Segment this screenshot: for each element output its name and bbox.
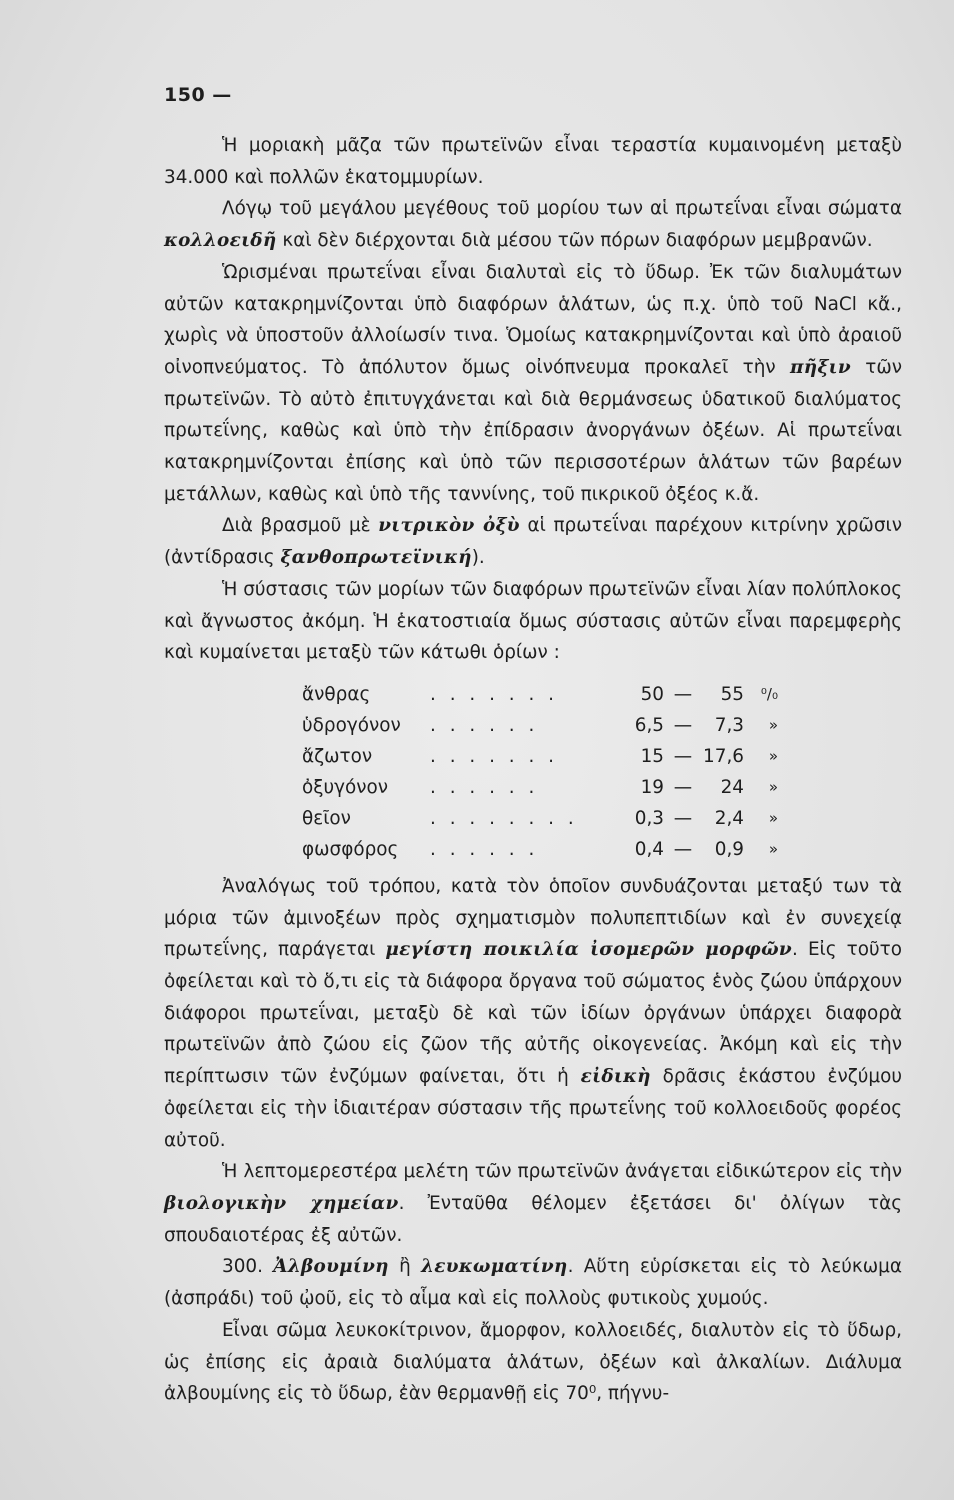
leader-dots: . . . . . . [430,776,539,798]
text-run: Ἀναλόγως τοῦ τρόπου, κατὰ τὸν ὁποῖον συνδυάζονται μεταξύ των τὰ μόρια τῶν ἀμινοξέων πρὸς σχηματισμὸν πολυπεπτιδίων καὶ ἐν συνεχείᾳ πρωτεΐνης, παράγεται [164,875,902,961]
emphasis-text: Ἀλβουμίνη [273,1256,389,1278]
table-row [302,772,778,803]
page-number: 150 — [164,84,232,106]
high-value: 17,6 [703,745,744,767]
body-text [164,130,902,1410]
emphasis-text: πῆξιν [790,356,851,378]
text-run: Ἡ λεπτομερεστέρα μελέτη τῶν πρωτεϊνῶν ἀνάγεται εἰδικώτερον εἰς τὴν [222,1161,902,1183]
unit-mark: » [768,839,778,858]
text-run: Ἡ σύστασις τῶν μορίων τῶν διαφόρων πρωτεϊνῶν εἶναι λίαν πολύπλοκος καὶ ἄγνωστος ἀκόμη. Ἡ ἑκατοστιαία ὅμως σύστασις αὐτῶν εἶναι παρεμφερὴς καὶ κυμαίνεται μεταξὺ τῶν κάτωθι ὁρίων : [164,578,902,664]
range-dash: — [673,745,693,767]
paragraph [164,1156,902,1251]
paragraph [164,510,902,573]
range-dash: — [673,683,693,705]
range-dash: — [673,807,693,829]
text-run: τῶν πρωτεϊνῶν. Τὸ αὐτὸ ἐπιτυγχάνεται καὶ διὰ θερμάνσεως ὑδατικοῦ διαλύματος πρωτεΐνης, καθὼς καὶ ὑπὸ τὴν ἐπίδρασιν ἀνοργάνων ὀξέων. Αἱ πρωτεΐναι κατακρημνίζονται ἐπίσης καὶ ὑπὸ τῶν περισσοτέρων ἁλάτων τῶν βαρέων μετάλλων, καθὼς καὶ ὑπὸ τῆς ταννίνης, τοῦ πικρικοῦ ὀξέος κ.ἄ. [164,356,903,505]
composition-table [302,679,778,865]
table-row [302,710,778,741]
text-run: αἱ πρωτεΐναι παρέχουν κιτρίνην χρῶσιν (ἀντίδρασις [164,515,902,569]
element-name: ἄζωτον [302,745,373,767]
low-value: 6,5 [634,714,664,736]
paragraph [164,257,902,511]
table-row [302,834,778,865]
paragraphs-bottom [164,871,902,1410]
low-value: 0,4 [634,838,664,860]
range-dash: — [673,714,693,736]
unit-mark: » [768,808,778,827]
leader-dots: . . . . . . [430,714,539,736]
emphasis-text: κολλοειδῆ [164,230,277,252]
text-run: δρᾶσις ἑκάστου ἐνζύμου ὀφείλεται εἰς τὴν ἰδιαιτέραν σύστασιν τῆς πρωτεΐνης τοῦ κολλοειδοῦς φορέος αὐτοῦ. [164,1066,902,1151]
element-name: φωσφόρος [302,838,399,860]
text-run: Ἡ μοριακὴ μᾶζα τῶν πρωτεϊνῶν εἶναι τεραστία κυμαινομένη μεταξὺ 34.000 καὶ πολλῶν ἑκατομμυρίων. [164,135,902,188]
paragraph [164,574,902,669]
low-value: 15 [640,745,664,767]
text-run: . Ἐνταῦθα θέλομεν ἐξετάσει δι' ὀλίγων τὰς σπουδαιοτέρας ἐξ αὐτῶν. [164,1192,902,1246]
unit-mark: » [768,715,778,734]
text-run: . Αὕτη εὑρίσκεται εἰς τὸ λεύκωμα (ἀσπράδι) τοῦ ᾠοῦ, εἰς τὸ αἷμα καὶ εἰς πολλοὺς φυτικοὺς χυμούς. [164,1256,902,1310]
leader-dots: . . . . . . . [430,745,558,767]
emphasis-text: λευκωματίνη [421,1256,568,1278]
paragraph [164,871,902,1156]
high-value: 55 [720,683,744,705]
low-value: 19 [640,776,664,798]
unit-mark: » [768,777,778,796]
table-row [302,679,778,710]
leader-dots: . . . . . . . . [430,807,578,829]
element-name: θεῖον [302,807,351,829]
paragraphs-top [164,130,902,669]
paragraph [164,1315,902,1410]
emphasis-text: μεγίστη ποικιλία ἰσομερῶν μορφῶν [385,939,792,961]
unit-mark: ⁰/₀ [760,684,778,703]
low-value: 50 [640,683,664,705]
table-row [302,803,778,834]
emphasis-text: εἰδικὴ [580,1066,651,1088]
range-dash: — [673,776,693,798]
emphasis-text: ξανθοπρωτεϊνική [280,547,472,569]
text-run: 300. [222,1256,274,1278]
text-run: . Εἰς τοῦτο ὀφείλεται καὶ τὸ ὅ,τι εἰς τὰ διάφορα ὄργανα τοῦ σώματος ἑνὸς ζώου ὑπάρχουν διάφοροι πρωτεΐναι, μεταξὺ δὲ καὶ τῶν ἰδίων ὀργάνων ὑπάρχει διαφορὰ πρωτεϊνῶν ἀπὸ ζώου εἰς ζῶον τῆς αὐτῆς οἰκογενείας. Ἀκόμη καὶ εἰς τὴν περίπτωσιν τῶν ἐνζύμων φαίνεται, ὅτι ἡ [164,939,902,1088]
emphasis-text: βιολογικὴν χημείαν [164,1192,399,1214]
low-value: 0,3 [634,807,664,829]
element-name: ἄνθρας [302,683,371,705]
unit-mark: » [768,746,778,765]
table-row [302,741,778,772]
text-run: Διὰ βρασμοῦ μὲ [222,515,379,537]
high-value: 2,4 [714,807,744,829]
element-name: ὀξυγόνον [302,776,389,798]
text-run: Εἶναι σῶμα λευκοκίτρινον, ἄμορφον, κολλοειδές, διαλυτὸν εἰς τὸ ὕδωρ, ὡς ἐπίσης εἰς ἀραιὰ διαλύματα ἁλάτων, ὀξέων καὶ ἀλκαλίων. Διάλυμα ἀλβουμίνης εἰς τὸ ὕδωρ, ἐὰν θερμανθῇ εἰς 70⁰, πήγνυ- [164,1319,902,1405]
element-name: ὑδρογόνον [302,714,401,736]
text-run: ἢ [388,1256,422,1278]
text-run: καὶ δὲν διέρχονται διὰ μέσου τῶν πόρων διαφόρων μεμβρανῶν. [276,230,873,252]
text-run: ). [471,547,485,569]
high-value: 7,3 [714,714,744,736]
range-dash: — [673,838,693,860]
paragraph [164,193,902,256]
emphasis-text: νιτρικὸν ὀξὺ [378,515,520,537]
high-value: 0,9 [714,838,744,860]
paragraph [164,130,902,193]
high-value: 24 [720,776,744,798]
text-run: Ὡρισμέναι πρωτεΐναι εἶναι διαλυταὶ εἰς τὸ ὕδωρ. Ἐκ τῶν διαλυμάτων αὐτῶν κατακρημνίζονται ὑπὸ διαφόρων ἁλάτων, ὡς π.χ. ὑπὸ τοῦ NaCl κἄ., χωρὶς νὰ ὑποστοῦν ἀλλοίωσίν τινα. Ὁμοίως κατακρημνίζονται καὶ ὑπὸ ἀραιοῦ οἰνοπνεύματος. Τὸ ἀπόλυτον ὅμως οἰνόπνευμα προκαλεῖ τὴν [164,261,902,378]
text-run: Λόγῳ τοῦ μεγάλου μεγέθους τοῦ μορίου των αἱ πρωτεΐναι εἶναι σώματα [222,198,902,220]
paragraph [164,1251,902,1314]
leader-dots: . . . . . . [430,838,539,860]
leader-dots: . . . . . . . [430,683,558,705]
